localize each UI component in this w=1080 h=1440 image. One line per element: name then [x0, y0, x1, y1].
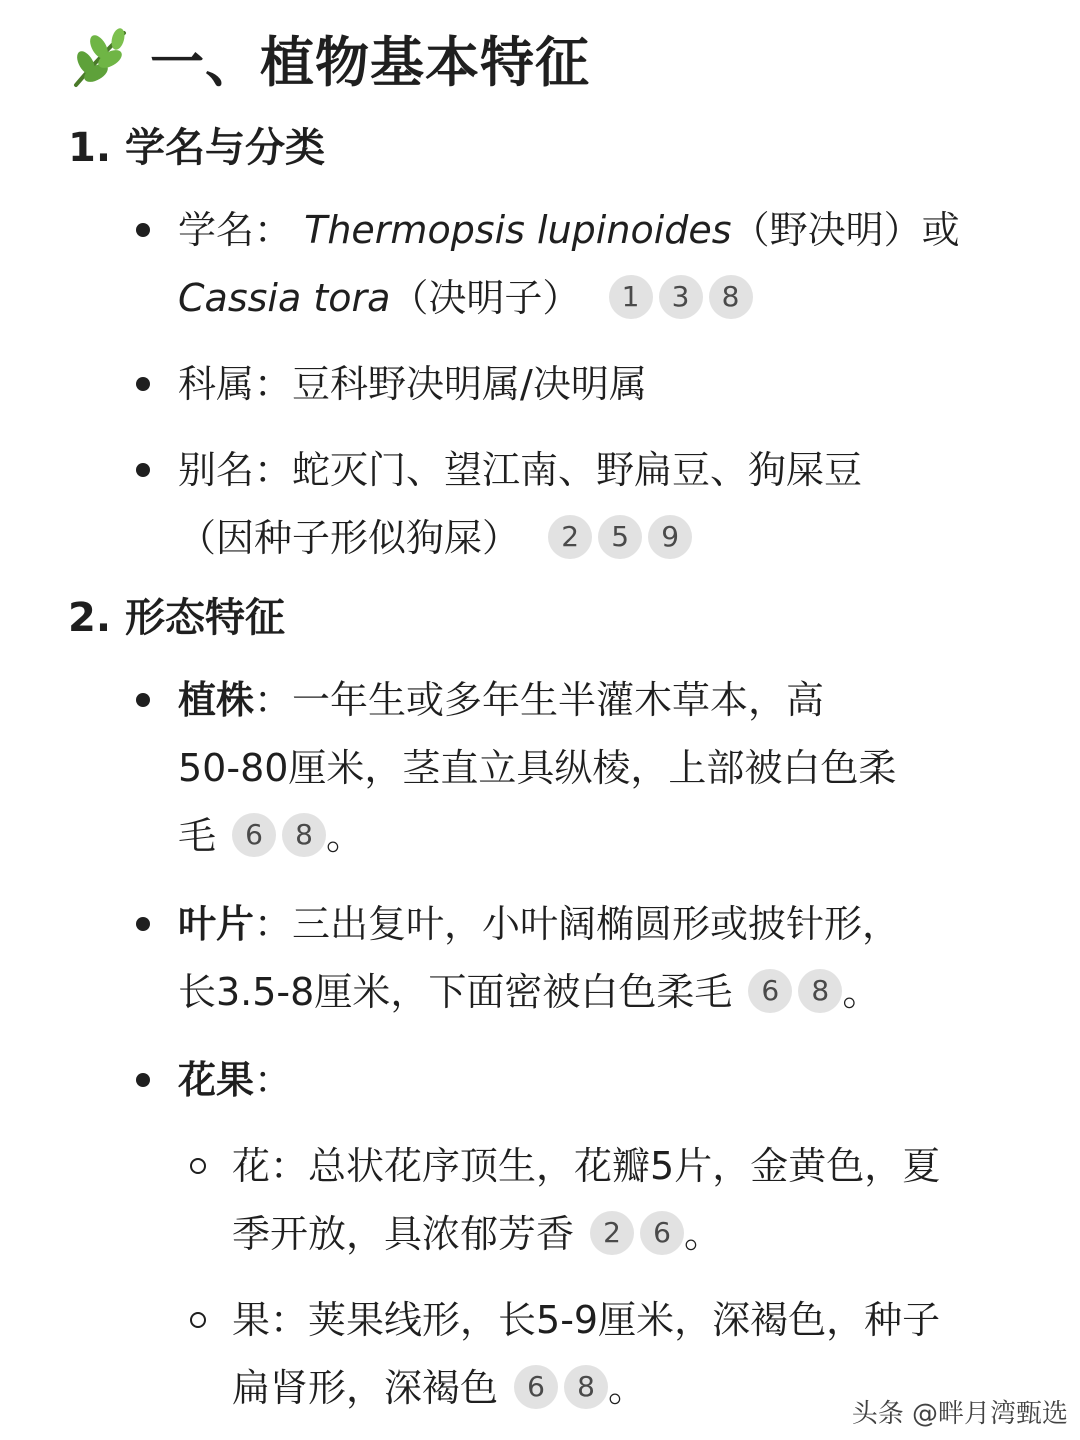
citation-badge[interactable]: 8: [798, 969, 842, 1013]
sub-item-flower: 花：总状花序顶生，花瓣5片，金黄色，夏 季开放，具浓郁芳香 2 6 。: [190, 1132, 1050, 1268]
citation-badge[interactable]: 6: [514, 1365, 558, 1409]
citation-badge[interactable]: 8: [709, 275, 753, 319]
bullet-dot-icon: [136, 377, 150, 391]
list-item-plant: 植株：一年生或多年生半灌木草本，高 50-80厘米，茎直立具纵棱，上部被白色柔 毛 6 8 。: [136, 666, 1036, 870]
citation-badge[interactable]: 3: [659, 275, 703, 319]
citation-badge[interactable]: 2: [548, 515, 592, 559]
list-item-family: 科属：豆科野决明属/决明属: [136, 350, 1036, 418]
citation-badge[interactable]: 5: [598, 515, 642, 559]
citation-badge[interactable]: 6: [232, 813, 276, 857]
item-label: 花: [232, 1144, 271, 1188]
herb-leaf-icon: [66, 23, 136, 93]
item-label: 叶片: [178, 902, 255, 946]
citation-badge[interactable]: 2: [590, 1211, 634, 1255]
citation-badge[interactable]: 9: [648, 515, 692, 559]
title-text: 一、植物基本特征: [150, 30, 590, 94]
bullet-dot-icon: [136, 463, 150, 477]
item-label: 花果: [178, 1058, 255, 1102]
hollow-bullet-icon: [190, 1312, 206, 1328]
item-label: 学名: [178, 208, 255, 252]
item-label: 植株: [178, 678, 255, 722]
citation-badge[interactable]: 6: [748, 969, 792, 1013]
item-label: 别名: [178, 448, 255, 492]
scientific-name-2: Cassia tora: [178, 276, 391, 320]
list-item-leaf: 叶片：三出复叶，小叶阔椭圆形或披针形， 长3.5-8厘米，下面密被白色柔毛 6 8 。: [136, 890, 1036, 1026]
watermark: 头条 @畔月湾甄选: [851, 1399, 1068, 1429]
item-label: 果: [232, 1298, 271, 1342]
section-title: [66, 22, 590, 94]
citation-badge[interactable]: 8: [282, 813, 326, 857]
bullet-dot-icon: [136, 223, 150, 237]
list-item-scientific-name: 学名： Thermopsis lupinoides（野决明）或 Cassia tora（决明子） 1 3 8: [136, 196, 1036, 332]
list-item-alias: 别名：蛇灭门、望江南、野扁豆、狗屎豆 （因种子形似狗屎） 2 5 9: [136, 436, 1036, 572]
bullet-dot-icon: [136, 693, 150, 707]
section-heading-taxonomy: 1. 学名与分类: [68, 125, 325, 171]
citation-badge[interactable]: 8: [564, 1365, 608, 1409]
bullet-dot-icon: [136, 917, 150, 931]
sub-item-fruit: 果：荚果线形，长5-9厘米，深褐色，种子 扁肾形，深褐色 6 8 。: [190, 1286, 1050, 1422]
citation-badge[interactable]: 1: [609, 275, 653, 319]
family-value: 豆科野决明属/决明属: [292, 362, 647, 406]
item-label: 科属: [178, 362, 255, 406]
list-item-flower-fruit: 花果：: [136, 1046, 1036, 1114]
alias-value: 蛇灭门、望江南、野扁豆、狗屎豆: [292, 448, 863, 492]
bullet-dot-icon: [136, 1073, 150, 1087]
alias-note: （因种子形似狗屎）: [178, 516, 521, 560]
citation-badge[interactable]: 6: [640, 1211, 684, 1255]
scientific-name-1: Thermopsis lupinoides: [304, 208, 732, 252]
hollow-bullet-icon: [190, 1158, 206, 1174]
section-heading-morphology: 2. 形态特征: [68, 595, 285, 641]
